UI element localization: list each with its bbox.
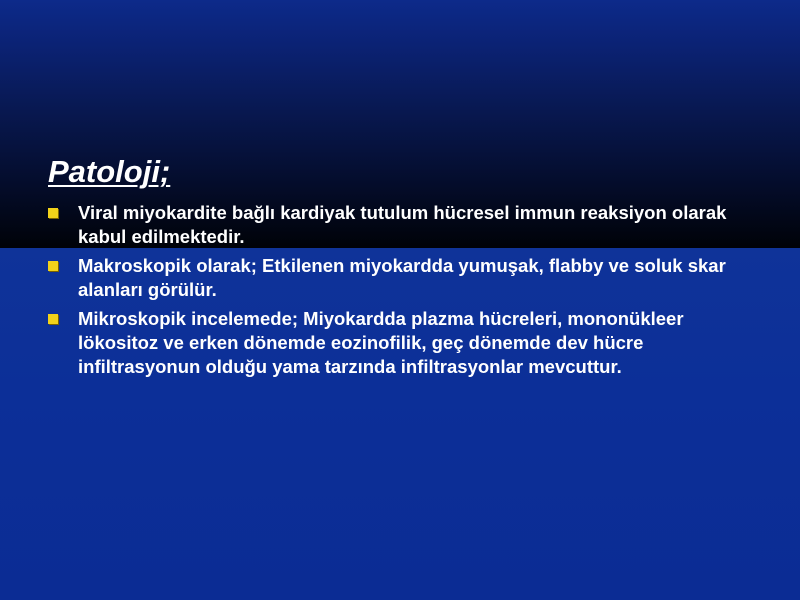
bullet-item-viral — [48, 201, 768, 249]
bullet-text: Makroskopik olarak; Etkilenen miyokardda yumuşak, flabby ve soluk skar alanları görülür. — [78, 255, 726, 300]
slide-title: Patoloji; — [48, 154, 171, 189]
square-bullet-icon — [48, 208, 58, 218]
bullet-item-microscopic — [48, 307, 768, 379]
bullet-text: Mikroskopik incelemede; Miyokardda plazma hücreleri, mononükleer lökositoz ve erken dönemde eozinofilik, geç dönemde dev hücre infiltrasyonun olduğu yama tarzında infiltrasyonlar mevcuttur. — [78, 308, 684, 377]
bullet-list — [48, 201, 768, 384]
bullet-item-macroscopic — [48, 254, 768, 302]
square-bullet-icon — [48, 261, 58, 271]
square-bullet-icon — [48, 314, 58, 324]
bullet-text: Viral miyokardite bağlı kardiyak tutulum hücresel immun reaksiyon olarak kabul edilmektedir. — [78, 202, 727, 247]
